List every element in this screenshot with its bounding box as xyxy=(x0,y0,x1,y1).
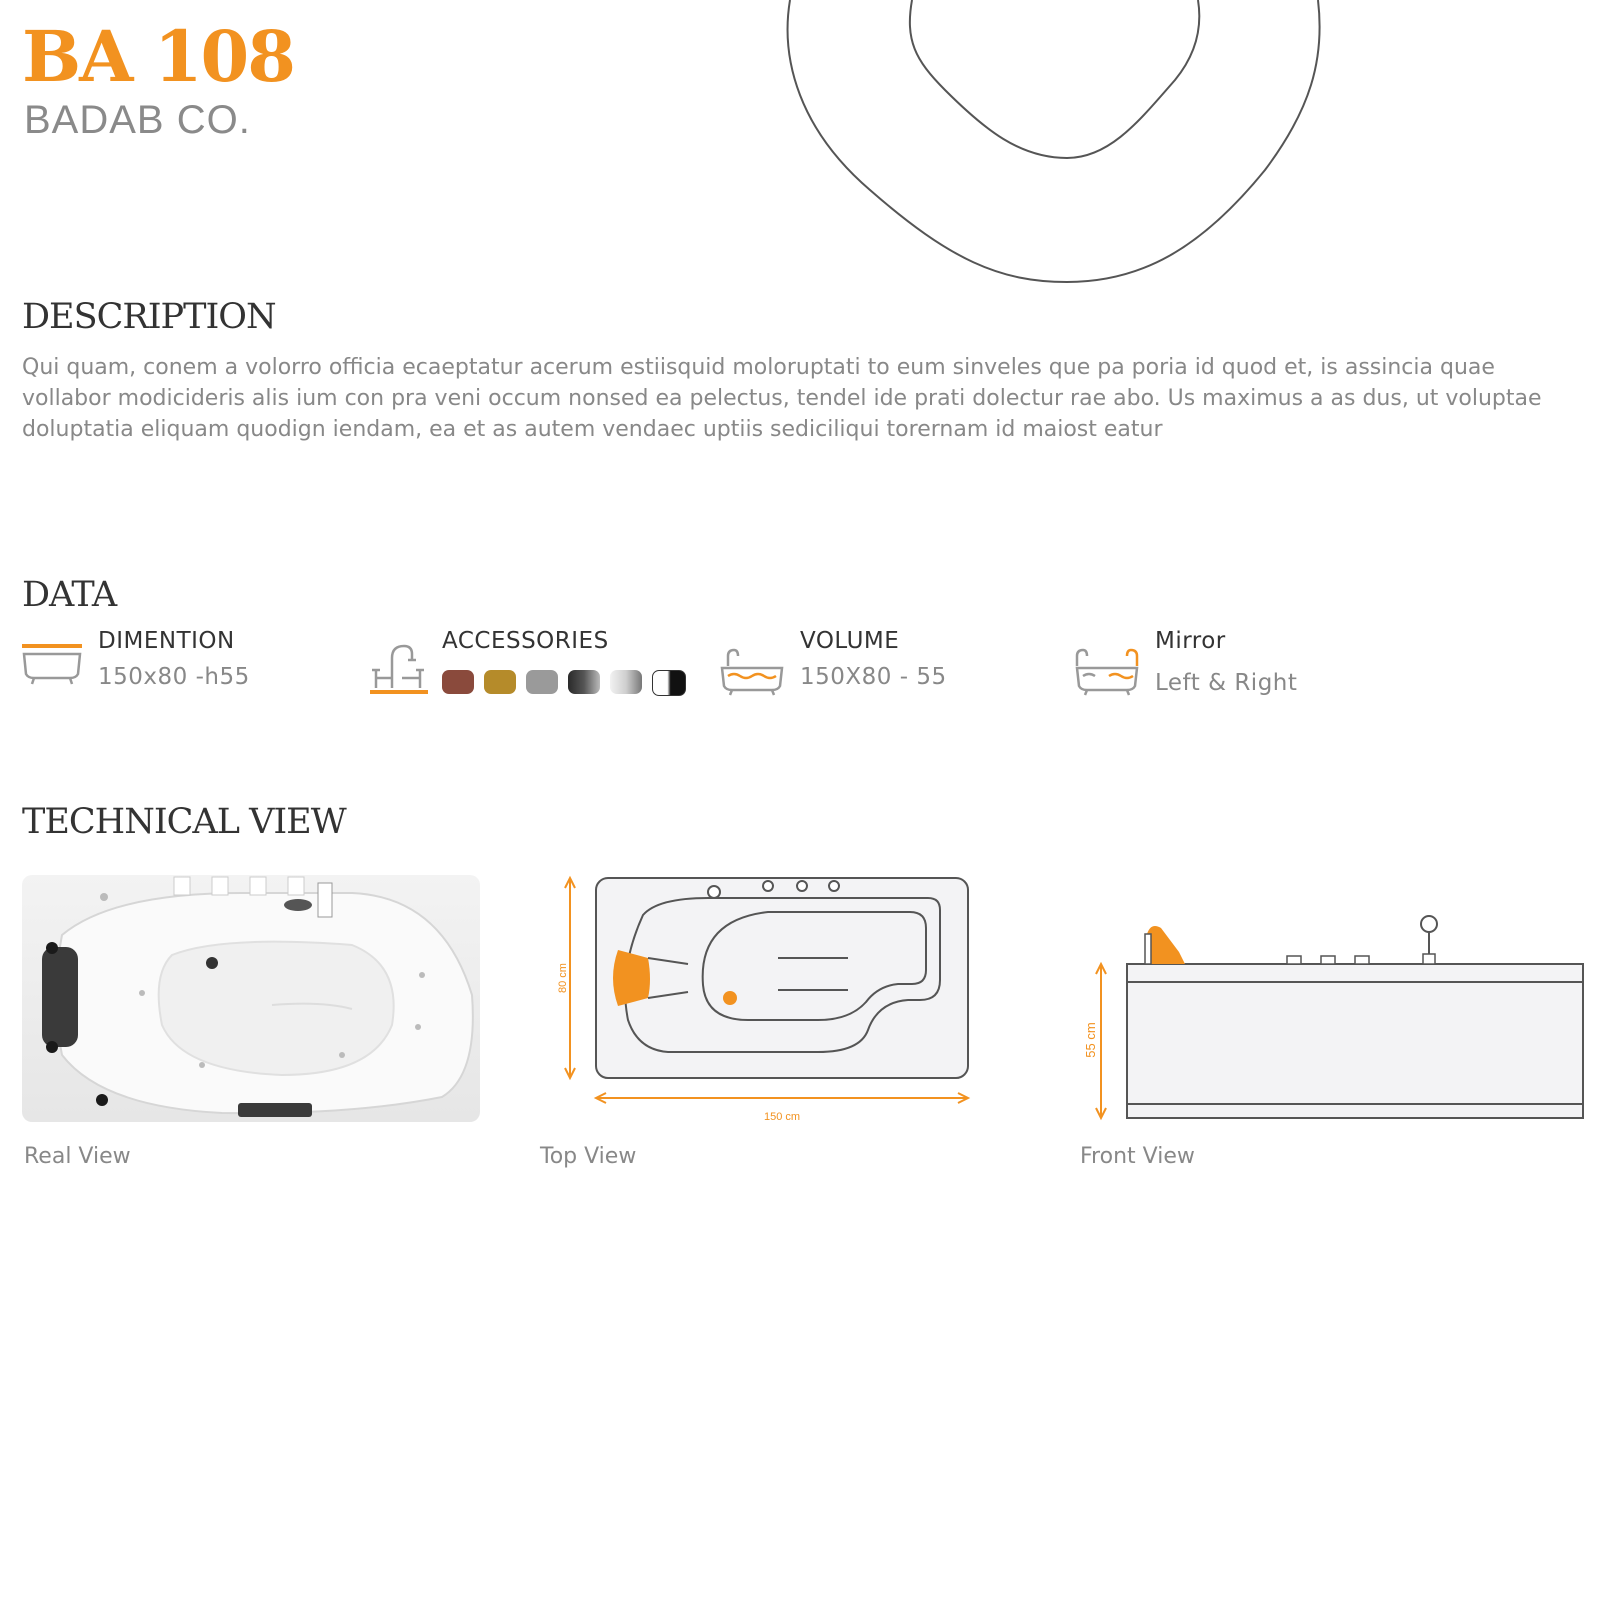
accessories-label: ACCESSORIES xyxy=(442,628,609,654)
accessory-swatches xyxy=(442,670,702,700)
bathtub-outline-icon xyxy=(20,640,84,686)
description-line: doluptatia eliquam quodign iendam, ea et as autem vendaec uptiis sediciliqui torernam id maiost eatur xyxy=(22,417,1163,442)
swatch-gold xyxy=(484,670,516,694)
swatch-copper xyxy=(442,670,474,694)
front-view-caption: Front View xyxy=(1080,1144,1195,1169)
bathtub-water-icon xyxy=(720,648,784,696)
real-view-caption: Real View xyxy=(24,1144,131,1169)
technical-view-title: TECHNICAL VIEW xyxy=(22,802,346,842)
top-view-drawing xyxy=(548,870,978,1130)
swatch-black-chrome xyxy=(568,670,600,694)
faucet-icon xyxy=(370,640,430,696)
bathtub-outline-illustration xyxy=(780,0,1340,290)
dimension-label: DIMENTION xyxy=(98,628,235,654)
volume-label: VOLUME xyxy=(800,628,900,654)
front-view-height-label: 55 cm xyxy=(1083,1022,1098,1058)
description-line: Qui quam, conem a volorro officia ecaeptatur acerum estiisquid moloruptati to eum sinveles que pa poria id quod et, is assincia quae xyxy=(22,355,1495,380)
real-view-image xyxy=(22,875,480,1122)
mirror-value: Left & Right xyxy=(1155,670,1298,696)
top-view-height-label: 80 cm xyxy=(557,963,569,993)
swatch-light-chrome xyxy=(610,670,642,694)
swatch-black-white xyxy=(652,670,686,696)
mirror-bathtub-icon xyxy=(1075,648,1139,696)
model-code: BA 108 xyxy=(22,15,294,98)
brand-name: BADAB CO. xyxy=(24,98,251,142)
top-view-width-label: 150 cm xyxy=(763,1111,801,1123)
description-line: vollabor modicideris alis ium con pra veni occum nonsed ea pelectus, tendel ide prati dolectur rae abo. Us maximus a as dus, ut voluptae xyxy=(22,386,1542,411)
data-title: DATA xyxy=(22,575,117,615)
dimension-value: 150x80 -h55 xyxy=(98,664,250,690)
mirror-label: Mirror xyxy=(1155,628,1226,654)
description-text xyxy=(22,352,1582,445)
description-title: DESCRIPTION xyxy=(22,297,276,337)
volume-value: 150X80 - 55 xyxy=(800,664,947,690)
swatch-silver xyxy=(526,670,558,694)
front-view-drawing xyxy=(1075,912,1595,1132)
top-view-caption: Top View xyxy=(540,1144,637,1169)
